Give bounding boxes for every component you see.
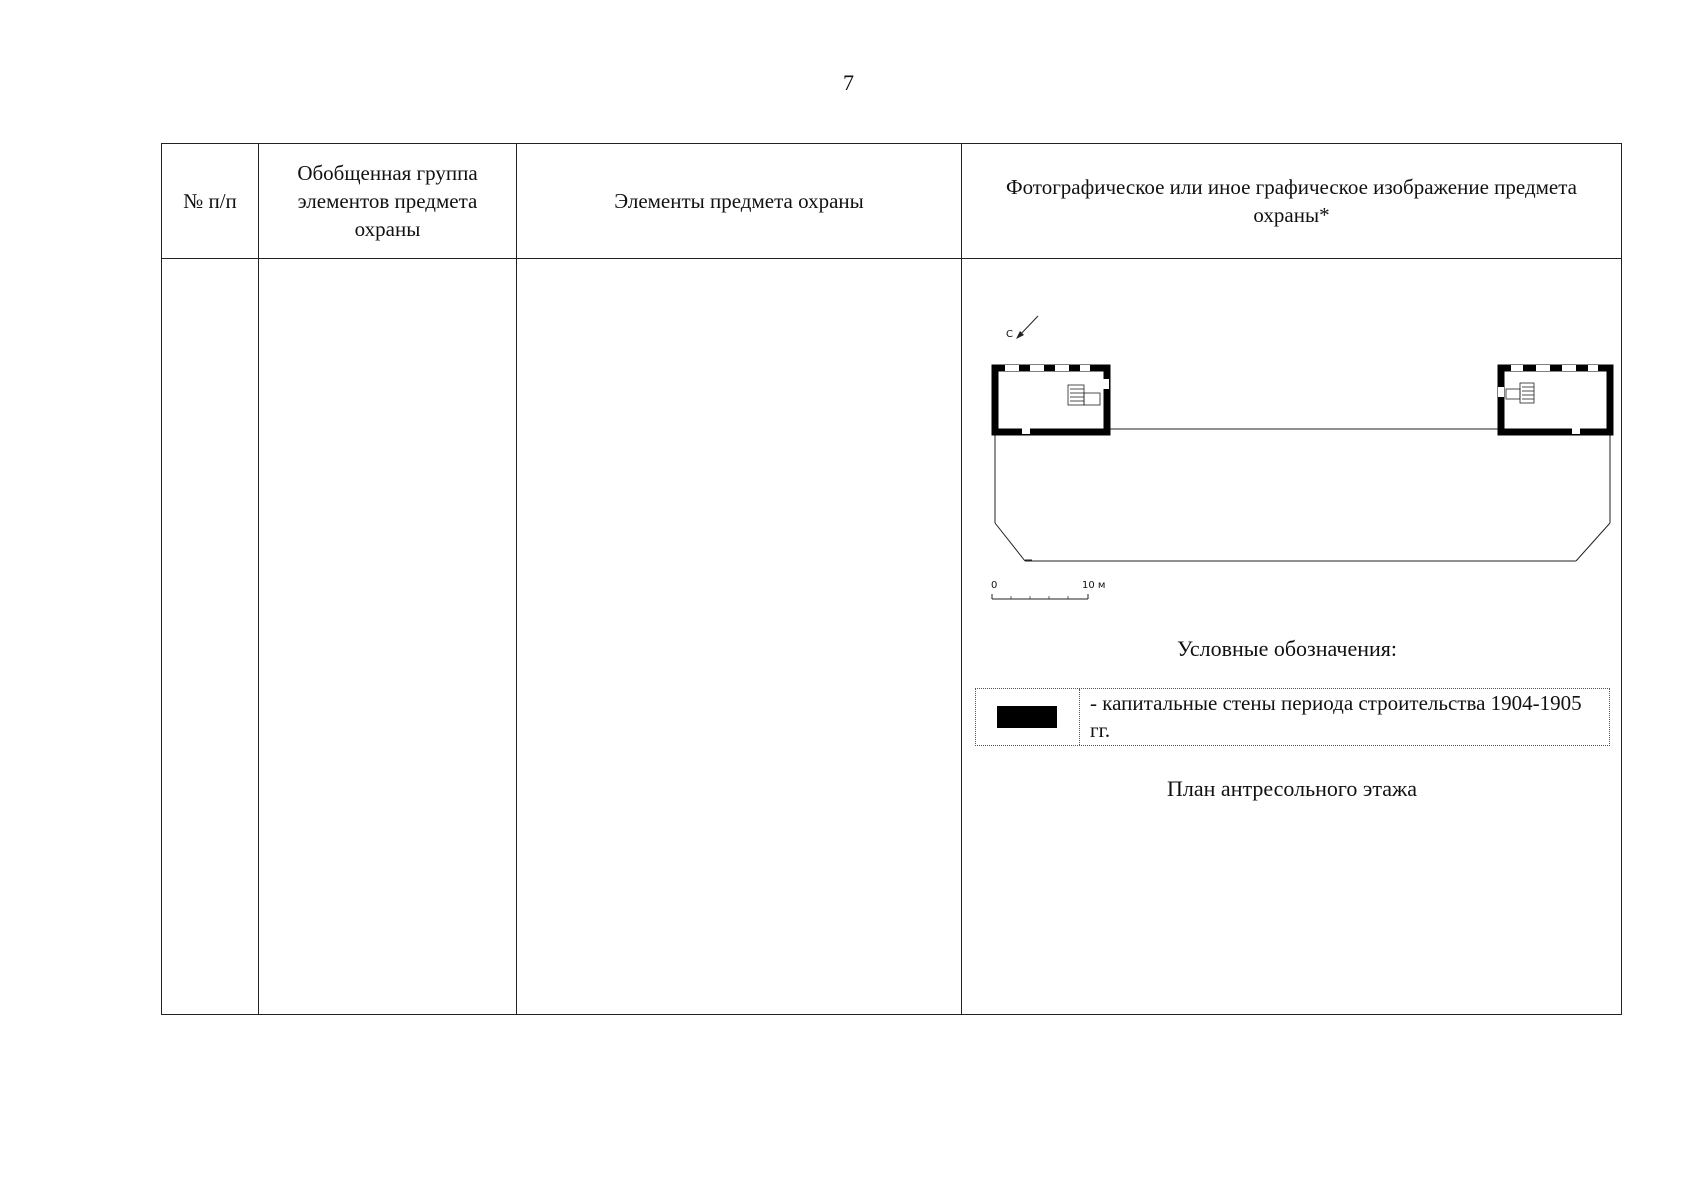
left-stair <box>1068 385 1100 405</box>
legend-title: Условные обозначения: <box>1176 636 1398 661</box>
header-graphic-image: Фотографическое или иное графическое изображение предмета охраны* <box>962 144 1622 259</box>
north-arrow <box>1006 316 1038 340</box>
capital-walls-swatch <box>997 706 1057 728</box>
cell-protection-elements <box>517 259 962 1015</box>
protection-table <box>161 143 1622 1015</box>
left-block <box>995 365 1109 434</box>
legend-swatch-cell <box>976 689 1080 745</box>
cell-number <box>162 259 259 1015</box>
plan-caption: План антресольного этажа <box>1167 776 1417 801</box>
scale-end-label: 10 м <box>1082 580 1106 591</box>
north-label: С <box>1006 329 1013 340</box>
table-header-row <box>162 144 1622 259</box>
header-protection-elements: Элементы предмета охраны <box>517 144 962 259</box>
header-number: № п/п <box>162 144 259 259</box>
right-block <box>1498 365 1610 434</box>
scale-bar <box>991 580 1105 599</box>
cell-graphic-image <box>962 259 1622 1015</box>
legend-table <box>975 688 1610 746</box>
right-stair <box>1506 383 1534 403</box>
scale-start-label: 0 <box>991 580 998 591</box>
page-number: 7 <box>843 70 854 95</box>
table-row <box>162 259 1622 1015</box>
legend-item-text: - капитальные стены периода строительства 1904-1905 гг. <box>1090 691 1582 742</box>
cell-element-group <box>259 259 517 1015</box>
header-element-group: Обобщенная группа элементов предмета охраны <box>259 144 517 259</box>
hall-outline <box>995 429 1610 561</box>
